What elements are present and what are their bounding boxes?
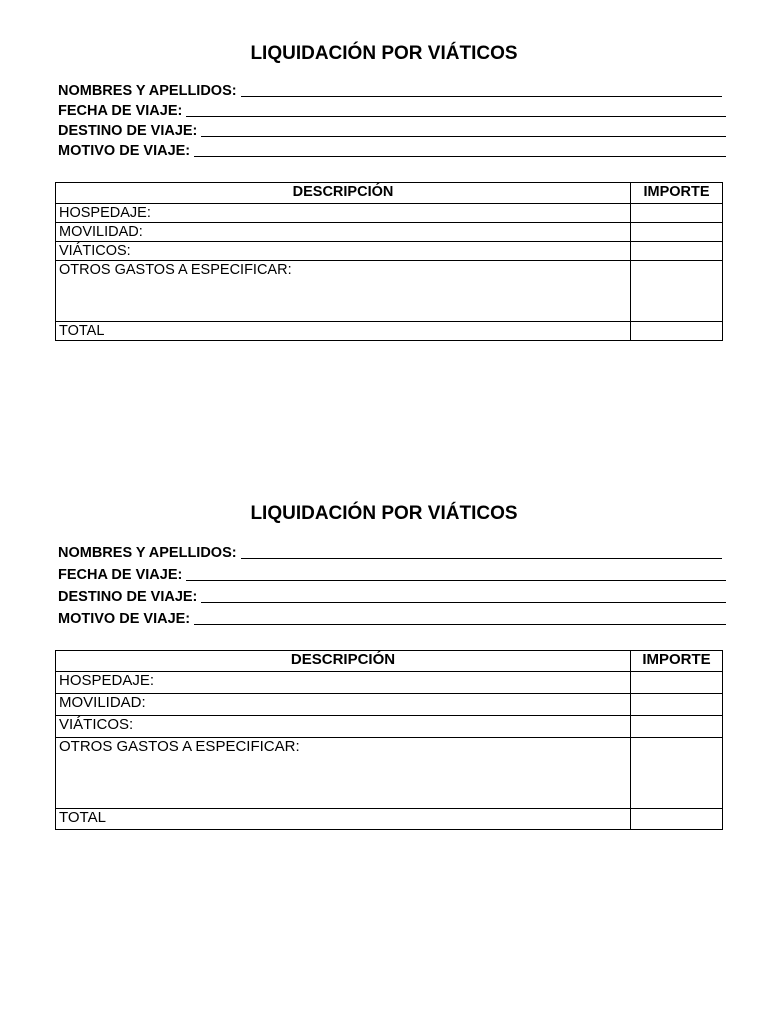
- viaticos-form-1: [0, 40, 768, 341]
- destination-field-row: [58, 584, 726, 606]
- date-input-line[interactable]: [186, 115, 726, 117]
- table-row: [56, 204, 723, 223]
- expenses-table: [55, 650, 723, 830]
- reason-field-row: [58, 140, 726, 160]
- table-total-row: [56, 322, 723, 341]
- total-label: TOTAL: [56, 322, 631, 341]
- table-row: [56, 694, 723, 716]
- amount-cell-total[interactable]: [631, 809, 723, 830]
- date-field-row: [58, 100, 726, 120]
- reason-input-line[interactable]: [194, 155, 726, 157]
- amount-header: IMPORTE: [631, 651, 723, 672]
- amount-header: IMPORTE: [631, 183, 723, 204]
- reason-label: MOTIVO DE VIAJE:: [58, 143, 191, 159]
- row-label-transport: MOVILIDAD:: [56, 223, 631, 242]
- table-row: [56, 242, 723, 261]
- form-title: LIQUIDACIÓN POR VIÁTICOS: [250, 503, 518, 524]
- table-total-row: [56, 809, 723, 830]
- names-field-row: [58, 540, 726, 562]
- table-row: [56, 738, 723, 809]
- viaticos-form-2: [0, 500, 768, 830]
- table-row: [56, 672, 723, 694]
- total-label: TOTAL: [56, 809, 631, 830]
- date-input-line[interactable]: [186, 579, 726, 581]
- amount-cell-per-diem[interactable]: [631, 242, 723, 261]
- traveler-fields: [0, 540, 768, 628]
- table-header-row: [56, 651, 723, 672]
- names-field-row: [58, 80, 726, 100]
- amount-cell-per-diem[interactable]: [631, 716, 723, 738]
- names-input-line[interactable]: [241, 95, 722, 97]
- reason-label: MOTIVO DE VIAJE:: [58, 611, 191, 627]
- expenses-table: [55, 182, 723, 341]
- row-label-transport: MOVILIDAD:: [56, 694, 631, 716]
- destination-input-line[interactable]: [201, 601, 726, 603]
- row-label-other-expenses: OTROS GASTOS A ESPECIFICAR:: [56, 738, 631, 809]
- description-header: DESCRIPCIÓN: [56, 651, 631, 672]
- amount-cell-transport[interactable]: [631, 223, 723, 242]
- table-row: [56, 223, 723, 242]
- destination-field-row: [58, 120, 726, 140]
- amount-cell-lodging[interactable]: [631, 672, 723, 694]
- traveler-fields: [0, 80, 768, 160]
- date-field-row: [58, 562, 726, 584]
- row-label-lodging: HOSPEDAJE:: [56, 672, 631, 694]
- date-label: FECHA DE VIAJE:: [58, 103, 183, 119]
- destination-input-line[interactable]: [201, 135, 726, 137]
- table-row: [56, 261, 723, 322]
- row-label-per-diem: VIÁTICOS:: [56, 242, 631, 261]
- destination-label: DESTINO DE VIAJE:: [58, 589, 198, 605]
- date-label: FECHA DE VIAJE:: [58, 567, 183, 583]
- row-label-other-expenses: OTROS GASTOS A ESPECIFICAR:: [56, 261, 631, 322]
- amount-cell-other-expenses[interactable]: [631, 738, 723, 809]
- table-header-row: [56, 183, 723, 204]
- reason-input-line[interactable]: [194, 623, 726, 625]
- form-title: LIQUIDACIÓN POR VIÁTICOS: [250, 43, 518, 64]
- destination-label: DESTINO DE VIAJE:: [58, 123, 198, 139]
- row-label-per-diem: VIÁTICOS:: [56, 716, 631, 738]
- reason-field-row: [58, 606, 726, 628]
- names-label: NOMBRES Y APELLIDOS:: [58, 83, 237, 99]
- names-input-line[interactable]: [241, 557, 722, 559]
- amount-cell-lodging[interactable]: [631, 204, 723, 223]
- names-label: NOMBRES Y APELLIDOS:: [58, 545, 237, 561]
- amount-cell-transport[interactable]: [631, 694, 723, 716]
- amount-cell-other-expenses[interactable]: [631, 261, 723, 322]
- table-row: [56, 716, 723, 738]
- row-label-lodging: HOSPEDAJE:: [56, 204, 631, 223]
- description-header: DESCRIPCIÓN: [56, 183, 631, 204]
- amount-cell-total[interactable]: [631, 322, 723, 341]
